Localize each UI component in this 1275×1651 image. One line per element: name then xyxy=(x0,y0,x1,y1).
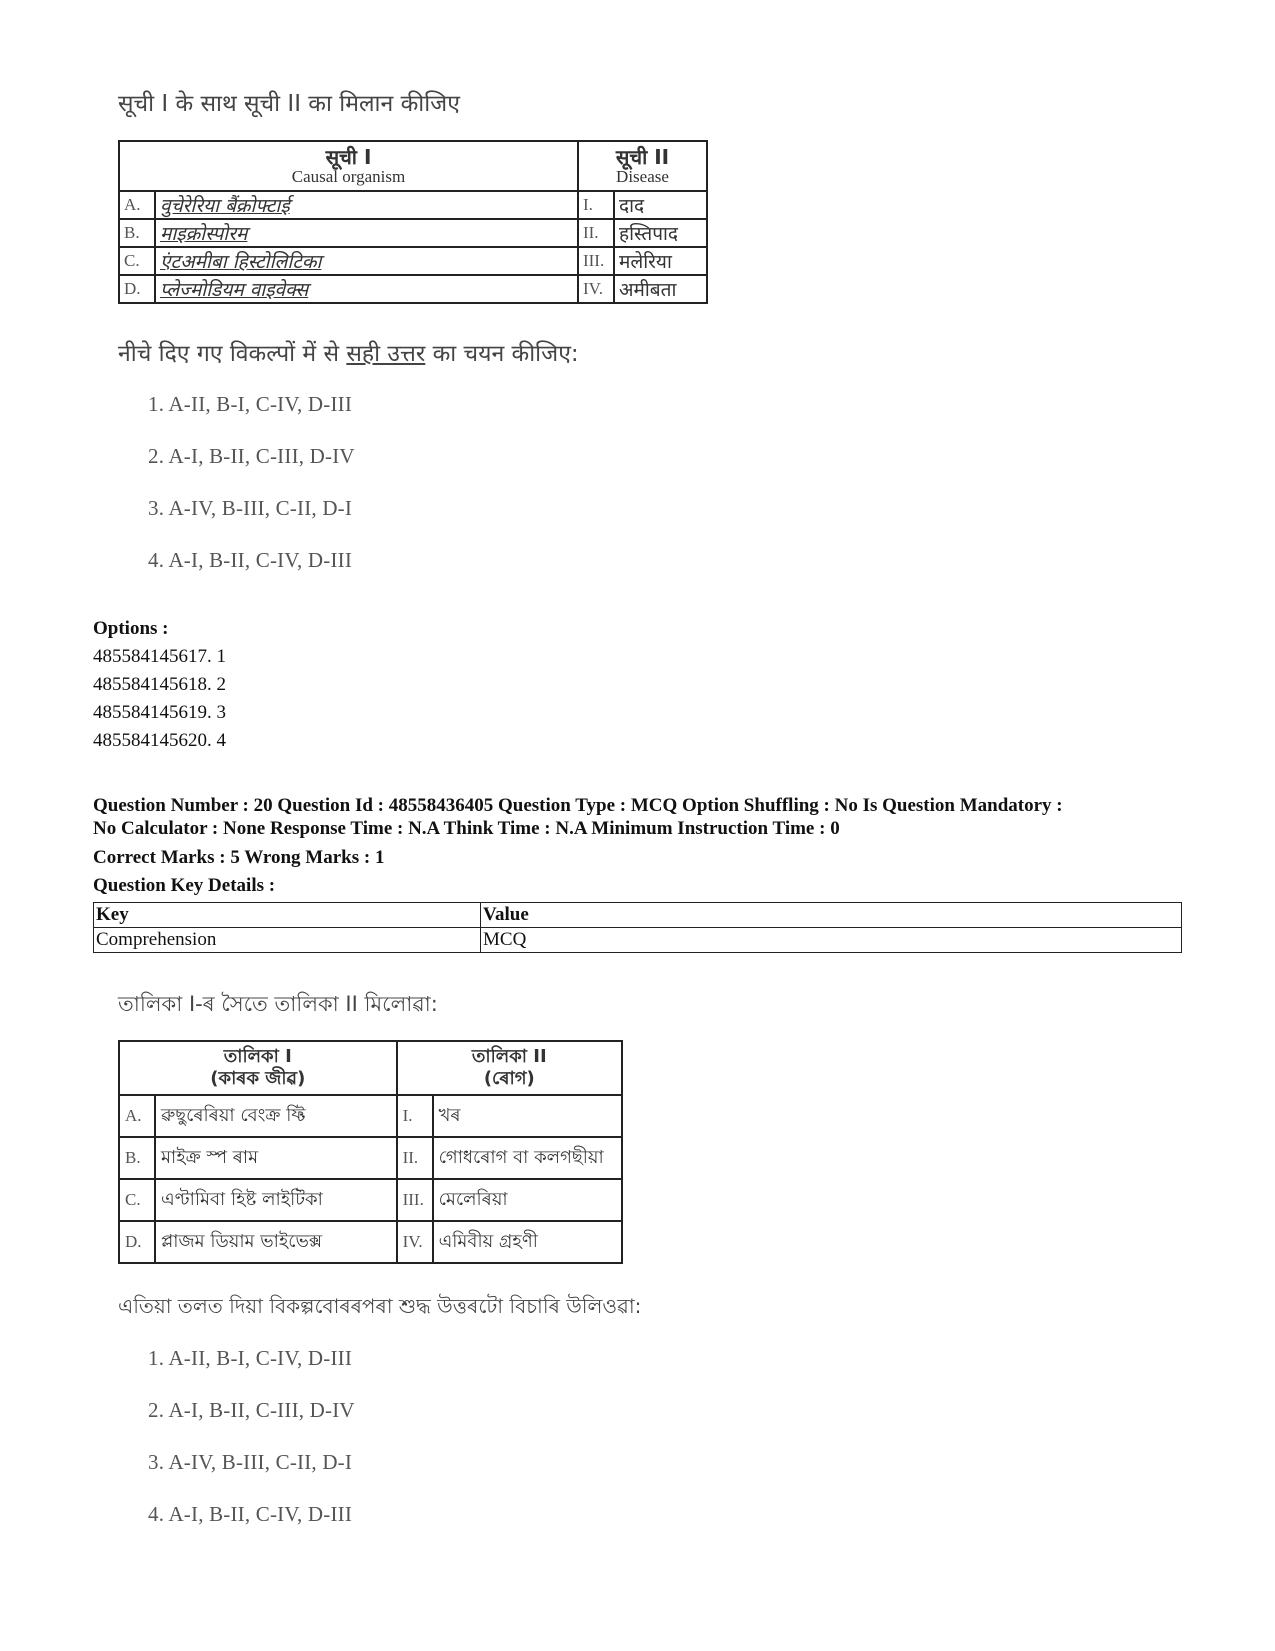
q19-prompt: नीचे दिए गए विकल्पों में से सही उत्तर का चयन कीजिए: xyxy=(118,341,579,367)
option-4: 485584145620. 4 xyxy=(93,730,226,751)
q19-choice-2: 2. A-I, B-II, C-III, D-IV xyxy=(148,444,355,468)
q20-col1-header: তালিকা I (কাৰক জীৱ) xyxy=(119,1041,397,1095)
option-1: 485584145617. 1 xyxy=(93,646,226,667)
table-row: C. एंटअमीबा हिस्टोलिटिका III. मलेरिया xyxy=(119,247,707,275)
q20-marks: Correct Marks : 5 Wrong Marks : 1 xyxy=(93,847,385,868)
key-details-table xyxy=(93,902,1182,953)
q20-choice-2: 2. A-I, B-II, C-III, D-IV xyxy=(148,1398,355,1422)
table-row: D. प्लेज्मोडियम वाइवेक्स IV. अमीबता xyxy=(119,275,707,303)
options-title: Options : xyxy=(93,618,169,639)
q20-choice-1: 1. A-II, B-I, C-IV, D-III xyxy=(148,1346,353,1370)
option-2: 485584145618. 2 xyxy=(93,674,226,695)
value-header: Value xyxy=(481,903,1182,928)
q20-col2-header: তালিকা II (ৰোগ) xyxy=(397,1041,622,1095)
q20-choice-4: 4. A-I, B-II, C-IV, D-III xyxy=(148,1502,353,1526)
table-row: Comprehension MCQ xyxy=(94,928,1182,953)
q19-col2-header: सूची II Disease xyxy=(578,141,707,191)
key-details-title: Question Key Details : xyxy=(93,875,276,896)
table-row: B. माइक्रोस्पोरम II. हस्तिपाद xyxy=(119,219,707,247)
q20-meta: Question Number : 20 Question Id : 48558436405 Question Type : MCQ Option Shuffling : No Is Question Mandatory : No Calculator : None Response Time : N.A Think Time : N.A Minimum Instruction Time : 0 xyxy=(93,795,1063,839)
table-row: D. প্লাজম ডিয়াম ভাইভেক্স IV. এমিবীয় গ্ৰহণী xyxy=(119,1221,622,1263)
q19-instruction: सूची I के साथ सूची II का मिलान कीजिए xyxy=(118,91,460,117)
table-row: B. মাইক্ৰ স্প ৰাম II. গোধৰোগ বা কলগছীয়া xyxy=(119,1137,622,1179)
q20-match-table xyxy=(118,1040,623,1264)
table-row: A. वुचेरेरिया बैंक्रोफ्टाई I. दाद xyxy=(119,191,707,219)
table-row: C. এণ্টামিবা হিষ্ট লাইটিকা III. মেলেৰিয়া xyxy=(119,1179,622,1221)
q19-choice-4: 4. A-I, B-II, C-IV, D-III xyxy=(148,548,353,572)
q20-prompt: এতিয়া তলত দিয়া বিকল্পবোৰৰপৰা শুদ্ধ উত্তৰটো বিচাৰি উলিওৱা: xyxy=(118,1294,642,1318)
q19-choice-3: 3. A-IV, B-III, C-II, D-I xyxy=(148,496,353,520)
option-3: 485584145619. 3 xyxy=(93,702,226,723)
q20-instruction: তালিকা I-ৰ সৈতে তালিকা II মিলোৱা: xyxy=(118,992,438,1016)
q20-choice-3: 3. A-IV, B-III, C-II, D-I xyxy=(148,1450,353,1474)
q19-choice-1: 1. A-II, B-I, C-IV, D-III xyxy=(148,392,353,416)
q19-col1-header: सूची I Causal organism xyxy=(119,141,578,191)
key-header: Key xyxy=(94,903,481,928)
table-row: A. ৱুছুৰেৰিয়া বেংক্ৰ ফ্টি I. খৰ xyxy=(119,1095,622,1137)
q19-match-table xyxy=(118,140,708,304)
